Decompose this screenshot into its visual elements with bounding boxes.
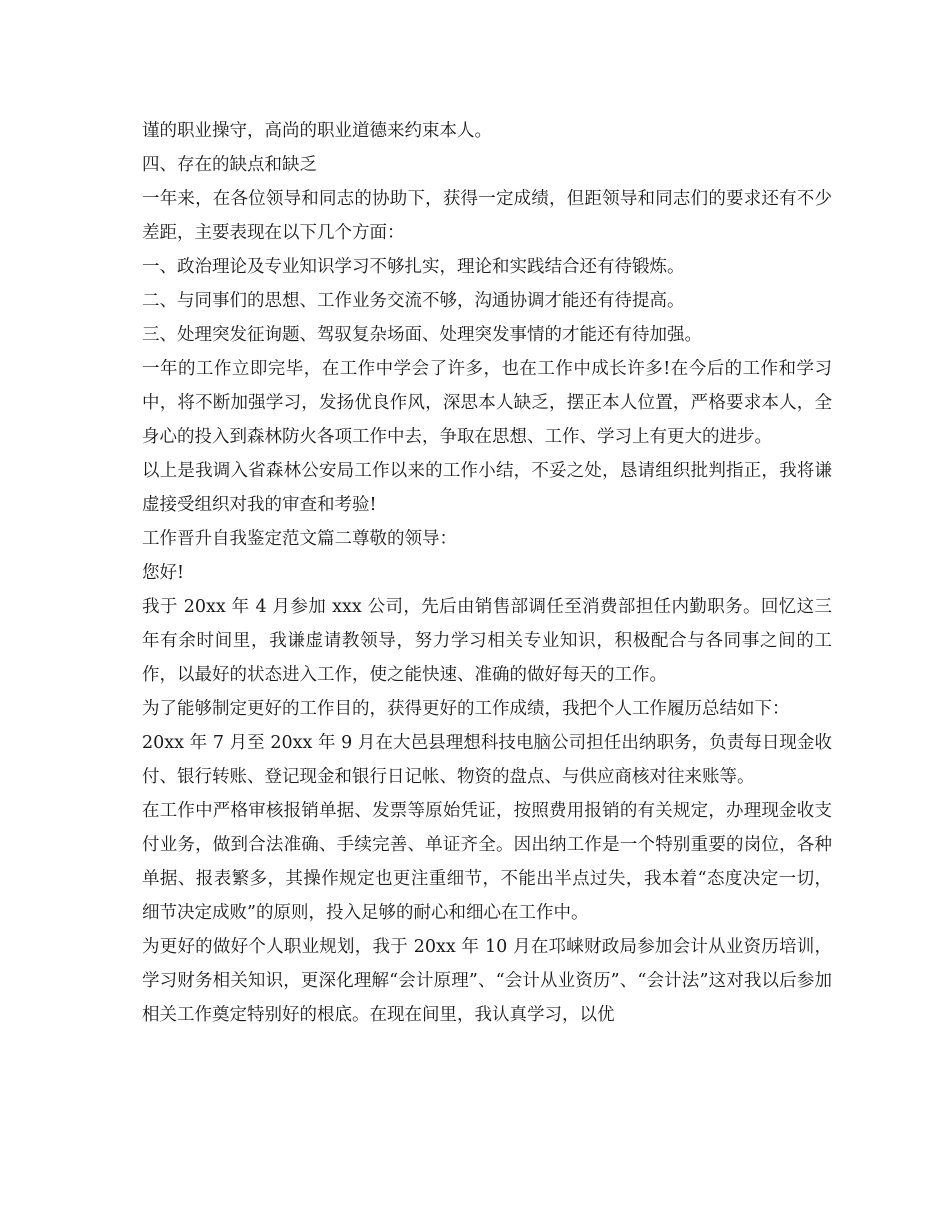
- paragraph: 20xx 年 7 月至 20xx 年 9 月在大邑县理想科技电脑公司担任出纳职务，负责每日现金收付、银行转账、登记现金和银行日记帐、物资的盘点、与供应商核对往来账等。: [142, 733, 832, 787]
- paragraph: 以上是我调入省森林公安局工作以来的工作小结，不妥之处，恳请组织批判指正，我将谦虚接受组织对我的审查和考验!: [142, 461, 832, 515]
- document-body: [142, 114, 832, 1032]
- list-item: 一、政治理论及专业知识学习不够扎实，理论和实践结合还有待锻炼。: [142, 257, 685, 277]
- list-item: 二、与同事们的思想、工作业务交流不够，沟通协调才能还有待提高。: [142, 291, 685, 311]
- paragraph: 为了能够制定更好的工作目的，获得更好的工作成绩，我把个人工作履历总结如下：: [142, 699, 790, 719]
- list-item: 三、处理突发征询题、驾驭复杂场面、处理突发事情的才能还有待加强。: [142, 325, 702, 345]
- paragraph: 我于 20xx 年 4 月参加 xxx 公司，先后由销售部调任至消费部担任内勤职务。回忆这三年有余时间里，我谦虚请教领导，努力学习相关专业知识，积极配合与各同事之间的工作，以最好的状态进入工作，使之能快速、准确的做好每天的工作。: [142, 597, 832, 685]
- paragraph: 在工作中严格审核报销单据、发票等原始凭证，按照费用报销的有关规定，办理现金收支付业务，做到合法准确、手续完善、单证齐全。因出纳工作是一个特别重要的岗位，各种单据、报表繁多，其操作规定也更注重细节，不能出半点过失，我本着“态度决定一切，细节决定成败”的原则，投入足够的耐心和细心在工作中。: [142, 801, 832, 923]
- section-heading: 四、存在的缺点和缺乏: [142, 155, 317, 175]
- greeting: 您好!: [142, 563, 185, 583]
- article-title: 工作晋升自我鉴定范文篇二尊敬的领导：: [142, 529, 457, 549]
- paragraph: 一年来，在各位领导和同志的协助下，获得一定成绩，但距领导和同志们的要求还有不少差距，主要表现在以下几个方面：: [142, 189, 832, 243]
- paragraph: 一年的工作立即完毕，在工作中学会了许多，也在工作中成长许多!在今后的工作和学习中，将不断加强学习，发扬优良作风，深思本人缺乏，摆正本人位置，严格要求本人，全身心的投入到森林防火各项工作中去，争取在思想、工作、学习上有更大的进步。: [142, 359, 832, 447]
- paragraph: 为更好的做好个人职业规划，我于 20xx 年 10 月在邛崃财政局参加会计从业资历培训，学习财务相关知识，更深化理解“会计原理”、“会计从业资历”、“会计法”这对我以后参加相关工作奠定特别好的根底。在现在间里，我认真学习，以优: [142, 937, 832, 1025]
- paragraph: 谨的职业操守，高尚的职业道德来约束本人。: [142, 121, 492, 141]
